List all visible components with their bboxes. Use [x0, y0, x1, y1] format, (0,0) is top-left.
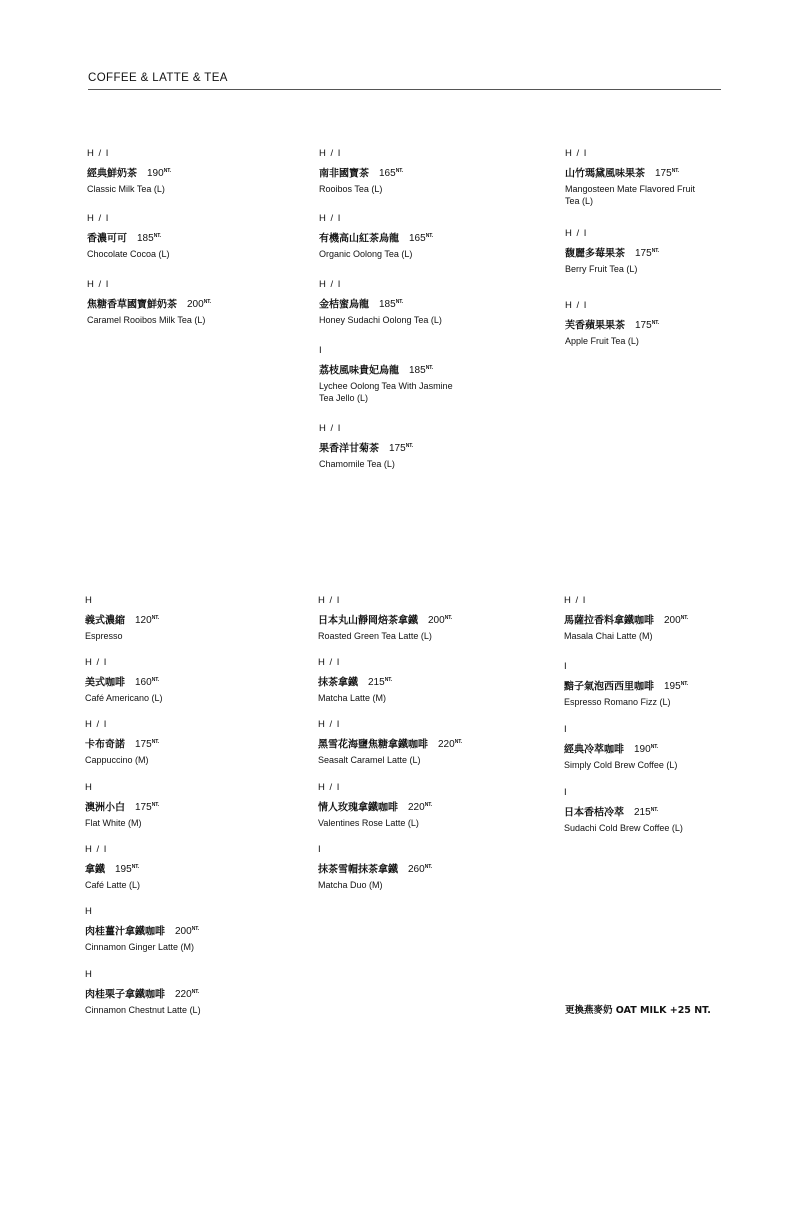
item-name-en: Chamomile Tea (L) [319, 459, 395, 470]
item-price: 160 [135, 677, 152, 689]
menu-item [319, 345, 454, 404]
item-price: 185 [409, 365, 426, 377]
item-name-zh: 金桔蜜烏龍 [319, 299, 369, 311]
temperature-options: H [85, 969, 93, 980]
temperature-options: H / I [87, 279, 110, 290]
price-unit: NT. [395, 299, 404, 305]
menu-item [564, 595, 764, 642]
item-name-zh: 肉桂薑汁拿鐵咖啡 [85, 926, 165, 938]
temperature-options: H / I [565, 148, 588, 159]
menu-item [85, 657, 285, 704]
item-price: 175 [389, 443, 406, 455]
item-name-en: Valentines Rose Latte (L) [318, 818, 419, 829]
oat-milk-note: 更換燕麥奶 OAT MILK +25 NT. [565, 1005, 711, 1016]
menu-item [564, 661, 764, 708]
item-name-zh: 抹茶拿鐵 [318, 677, 358, 689]
item-name-en: Masala Chai Latte (M) [564, 631, 653, 642]
item-name-zh: 馥麗多莓果茶 [565, 248, 625, 260]
temperature-options: H / I [564, 595, 587, 606]
item-name-en: Lychee Oolong Tea With Jasmine Tea Jello (L) [319, 381, 453, 404]
item-name-en: Honey Sudachi Oolong Tea (L) [319, 315, 442, 326]
menu-item [318, 844, 518, 891]
item-name-line [564, 803, 764, 820]
item-name-en: Espresso Romano Fizz (L) [564, 697, 671, 708]
menu-item [85, 595, 285, 642]
item-name-zh: 芙香蘋果果茶 [565, 320, 625, 332]
item-name-zh: 抹茶雪帽抹茶拿鐵 [318, 864, 398, 876]
menu-item [85, 782, 285, 829]
item-name-zh: 日本香桔冷萃 [564, 807, 624, 819]
price-unit: NT. [680, 615, 689, 621]
menu-item [87, 279, 287, 326]
price-unit: NT. [151, 739, 160, 745]
item-name-line [85, 860, 285, 877]
item-price: 190 [147, 168, 164, 180]
temperature-options: H / I [87, 213, 110, 224]
item-price: 220 [438, 739, 455, 751]
item-name-en: Matcha Latte (M) [318, 693, 387, 704]
menu-item [318, 719, 518, 766]
item-name-en: Mangosteen Mate Flavored Fruit Tea (L) [565, 184, 696, 207]
temperature-options: I [318, 844, 322, 855]
price-unit: NT. [425, 233, 434, 239]
header [88, 71, 721, 90]
price-unit: NT. [151, 802, 160, 808]
item-price: 200 [664, 615, 681, 627]
item-name-line [564, 611, 764, 628]
item-price: 185 [379, 299, 396, 311]
menu-item [87, 213, 287, 260]
item-name-line [318, 798, 518, 815]
temperature-options: H / I [87, 148, 110, 159]
menu-item [564, 724, 764, 771]
item-name-zh: 有機高山紅茶烏龍 [319, 233, 399, 245]
price-unit: NT. [131, 864, 140, 870]
item-price: 220 [175, 989, 192, 1001]
price-unit: NT. [651, 248, 660, 254]
item-name-zh: 焦糖香草國寶鮮奶茶 [87, 299, 177, 311]
item-name-zh: 經典鮮奶茶 [87, 168, 137, 180]
item-name-zh: 經典冷萃咖啡 [564, 744, 624, 756]
item-name-line [85, 922, 285, 939]
menu-item [564, 787, 764, 834]
temperature-options: H / I [85, 844, 108, 855]
price-unit: NT. [454, 739, 463, 745]
price-unit: NT. [163, 168, 172, 174]
item-price: 120 [135, 615, 152, 627]
menu-item [85, 969, 285, 1016]
menu-item [318, 595, 518, 642]
item-price: 175 [135, 739, 152, 751]
menu-item [565, 228, 765, 275]
menu-item [319, 213, 519, 260]
item-name-en: Roasted Green Tea Latte (L) [318, 631, 432, 642]
item-price: 175 [635, 248, 652, 260]
item-price: 195 [664, 681, 681, 693]
item-name-en: Cinnamon Chestnut Latte (L) [85, 1005, 201, 1016]
temperature-options: H [85, 782, 93, 793]
item-name-en: Cappuccino (M) [85, 755, 149, 766]
item-price: 260 [408, 864, 425, 876]
price-unit: NT. [151, 677, 160, 683]
item-name-en: Berry Fruit Tea (L) [565, 264, 638, 275]
menu-item [318, 782, 518, 829]
item-name-line [87, 229, 287, 246]
temperature-options: H / I [565, 300, 588, 311]
item-name-line [85, 985, 285, 1002]
temperature-options: H / I [319, 213, 342, 224]
temperature-options: H / I [319, 423, 342, 434]
item-name-en: Flat White (M) [85, 818, 142, 829]
item-name-zh: 肉桂栗子拿鐵咖啡 [85, 989, 165, 1001]
price-unit: NT. [151, 615, 160, 621]
price-unit: NT. [405, 443, 414, 449]
item-name-en: Chocolate Cocoa (L) [87, 249, 170, 260]
item-price: 215 [634, 807, 651, 819]
menu-item [319, 279, 519, 326]
item-name-en: Café Latte (L) [85, 880, 141, 891]
item-name-zh: 荔枝風味貴妃烏龍 [319, 365, 399, 377]
item-name-en: Rooibos Tea (L) [319, 184, 383, 195]
item-name-zh: 黯子氣泡西西里咖啡 [564, 681, 654, 693]
item-name-en: Café Americano (L) [85, 693, 163, 704]
item-price: 215 [368, 677, 385, 689]
item-name-line [319, 361, 454, 378]
menu-item [318, 657, 518, 704]
temperature-options: I [564, 661, 568, 672]
item-name-line [318, 673, 518, 690]
temperature-options: H / I [318, 657, 341, 668]
item-name-line [564, 740, 764, 757]
item-name-line [319, 295, 519, 312]
item-name-zh: 拿鐵 [85, 864, 105, 876]
item-price: 190 [634, 744, 651, 756]
menu-item [87, 148, 287, 195]
item-price: 175 [635, 320, 652, 332]
item-price: 175 [655, 168, 672, 180]
item-name-zh: 日本丸山靜岡焙茶拿鐵 [318, 615, 418, 627]
price-unit: NT. [153, 233, 162, 239]
price-unit: NT. [425, 365, 434, 371]
temperature-options: H / I [319, 148, 342, 159]
item-name-en: Apple Fruit Tea (L) [565, 336, 639, 347]
item-price: 185 [137, 233, 154, 245]
item-name-zh: 果香洋甘菊茶 [319, 443, 379, 455]
item-name-line [318, 735, 518, 752]
item-name-line [87, 295, 287, 312]
item-name-zh: 山竹瑪黛風味果茶 [565, 168, 645, 180]
temperature-options: H / I [85, 657, 108, 668]
item-name-en: Simply Cold Brew Coffee (L) [564, 760, 678, 771]
item-name-line [87, 164, 287, 181]
temperature-options: H [85, 906, 93, 917]
item-name-line [319, 164, 519, 181]
item-name-zh: 黑雪花海鹽焦糖拿鐵咖啡 [318, 739, 428, 751]
menu-item [85, 719, 285, 766]
price-unit: NT. [650, 807, 659, 813]
item-name-en: Classic Milk Tea (L) [87, 184, 165, 195]
item-name-en: Seasalt Caramel Latte (L) [318, 755, 421, 766]
temperature-options: H / I [565, 228, 588, 239]
price-unit: NT. [424, 864, 433, 870]
item-price: 200 [175, 926, 192, 938]
item-name-line [565, 244, 765, 261]
price-unit: NT. [444, 615, 453, 621]
price-unit: NT. [671, 168, 680, 174]
temperature-options: H [85, 595, 93, 606]
item-name-en: Organic Oolong Tea (L) [319, 249, 413, 260]
item-price: 165 [379, 168, 396, 180]
item-name-zh: 南非國寶茶 [319, 168, 369, 180]
item-name-zh: 卡布奇諾 [85, 739, 125, 751]
item-name-line [564, 677, 764, 694]
price-unit: NT. [395, 168, 404, 174]
price-unit: NT. [651, 320, 660, 326]
item-price: 175 [135, 802, 152, 814]
item-name-en: Sudachi Cold Brew Coffee (L) [564, 823, 683, 834]
item-name-zh: 馬薩拉香料拿鐵咖啡 [564, 615, 654, 627]
item-name-zh: 義式濃縮 [85, 615, 125, 627]
menu-item [565, 148, 700, 207]
item-price: 220 [408, 802, 425, 814]
item-name-zh: 美式咖啡 [85, 677, 125, 689]
temperature-options: I [564, 724, 568, 735]
menu-item [85, 906, 285, 953]
item-name-line [85, 735, 285, 752]
item-name-en: Matcha Duo (M) [318, 880, 383, 891]
item-price: 165 [409, 233, 426, 245]
item-name-line [565, 164, 700, 181]
page-title: COFFEE & LATTE & TEA [88, 72, 228, 84]
item-name-zh: 香濃可可 [87, 233, 127, 245]
item-name-line [319, 439, 519, 456]
item-name-line [319, 229, 519, 246]
menu-item [565, 300, 765, 347]
item-name-line [85, 798, 285, 815]
temperature-options: H / I [319, 279, 342, 290]
temperature-options: H / I [85, 719, 108, 730]
menu-item [319, 148, 519, 195]
temperature-options: I [564, 787, 568, 798]
temperature-options: I [319, 345, 323, 356]
price-unit: NT. [384, 677, 393, 683]
item-name-line [565, 316, 765, 333]
item-name-en: Espresso [85, 631, 123, 642]
price-unit: NT. [680, 681, 689, 687]
item-name-line [85, 611, 285, 628]
item-price: 200 [428, 615, 445, 627]
temperature-options: H / I [318, 719, 341, 730]
price-unit: NT. [191, 926, 200, 932]
price-unit: NT. [650, 744, 659, 750]
item-name-line [85, 673, 285, 690]
item-name-en: Caramel Rooibos Milk Tea (L) [87, 315, 206, 326]
price-unit: NT. [191, 989, 200, 995]
price-unit: NT. [203, 299, 212, 305]
price-unit: NT. [424, 802, 433, 808]
item-name-line [318, 611, 518, 628]
temperature-options: H / I [318, 782, 341, 793]
item-name-en: Cinnamon Ginger Latte (M) [85, 942, 195, 953]
item-name-zh: 情人玫瑰拿鐵咖啡 [318, 802, 398, 814]
item-name-line [318, 860, 518, 877]
item-name-zh: 澳洲小白 [85, 802, 125, 814]
temperature-options: H / I [318, 595, 341, 606]
menu-item [319, 423, 519, 470]
menu-item [85, 844, 285, 891]
item-price: 200 [187, 299, 204, 311]
item-price: 195 [115, 864, 132, 876]
